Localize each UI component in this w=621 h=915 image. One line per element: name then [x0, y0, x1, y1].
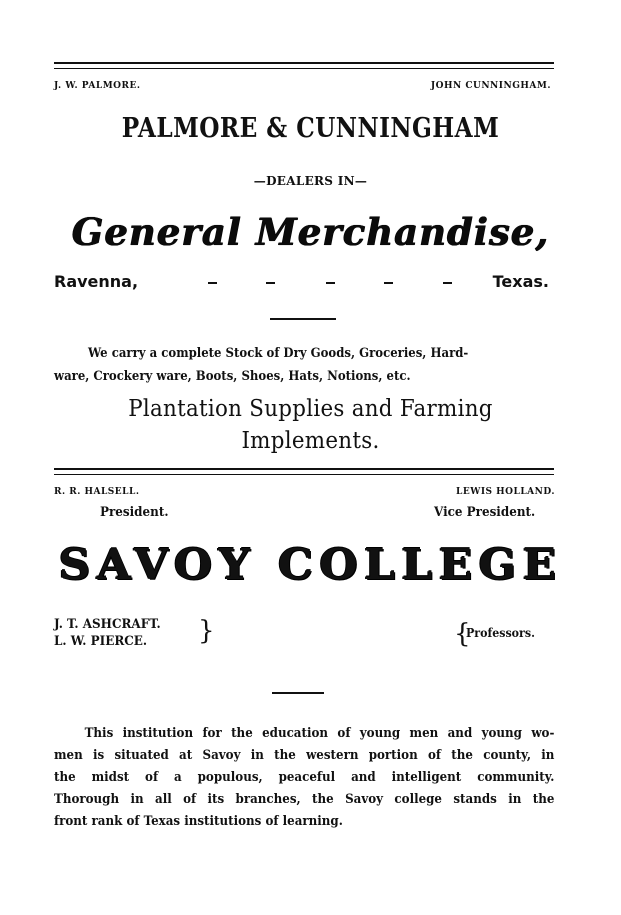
location-dash [443, 282, 452, 284]
specialty-line: Plantation Supplies and Farming [128, 396, 493, 422]
location-dash [326, 282, 335, 284]
top-double-rule [54, 62, 554, 69]
location-dash [208, 282, 217, 284]
college-description [54, 723, 554, 833]
partner-right-name: JOHN CUNNINGHAM. [430, 81, 551, 91]
president-title: President. [100, 505, 169, 520]
description-line: the midst of a populous, peaceful and intelligent community. [54, 770, 555, 785]
professor-name: L. W. PIERCE. [54, 634, 148, 649]
professor-name: J. T. ASHCRAFT. [54, 617, 161, 632]
left-brace-icon: { [454, 619, 471, 649]
stock-description-line: We carry a complete Stock of Dry Goods, Groceries, Hard- [88, 346, 469, 361]
location-dash [384, 282, 393, 284]
description-line: men is situated at Savoy in the western portion of the county, in [54, 748, 555, 763]
firm-name: PALMORE & CUNNINGHAM [121, 113, 500, 144]
professors-label: Professors. [466, 626, 535, 640]
location-town: Ravenna, [54, 272, 139, 291]
separator-rule [270, 318, 336, 320]
dealers-in-label: —DEALERS IN— [253, 174, 368, 188]
middle-double-rule [54, 468, 554, 475]
specialty-line: Implements. [241, 428, 380, 454]
vice-president-name: LEWIS HOLLAND. [456, 487, 555, 497]
right-brace-icon: } [198, 616, 215, 646]
description-line: Thorough in all of its branches, the Savoy college stands in the [54, 792, 555, 807]
president-name: R. R. HALSELL. [54, 487, 140, 497]
partner-left-name: J. W. PALMORE. [54, 81, 141, 91]
trade-heading: General Merchandise, [71, 210, 550, 254]
description-line: front rank of Texas institutions of learning. [54, 814, 343, 829]
institution-heading: SAVOY COLLEGE [58, 540, 563, 589]
stock-description-line: ware, Crockery ware, Boots, Shoes, Hats, Notions, etc. [54, 369, 411, 384]
location-state: Texas. [492, 272, 549, 291]
vice-president-title: Vice President. [434, 505, 536, 520]
location-dash [266, 282, 275, 284]
description-line: This institution for the education of young men and young wo- [84, 726, 555, 741]
separator-rule [272, 692, 324, 694]
